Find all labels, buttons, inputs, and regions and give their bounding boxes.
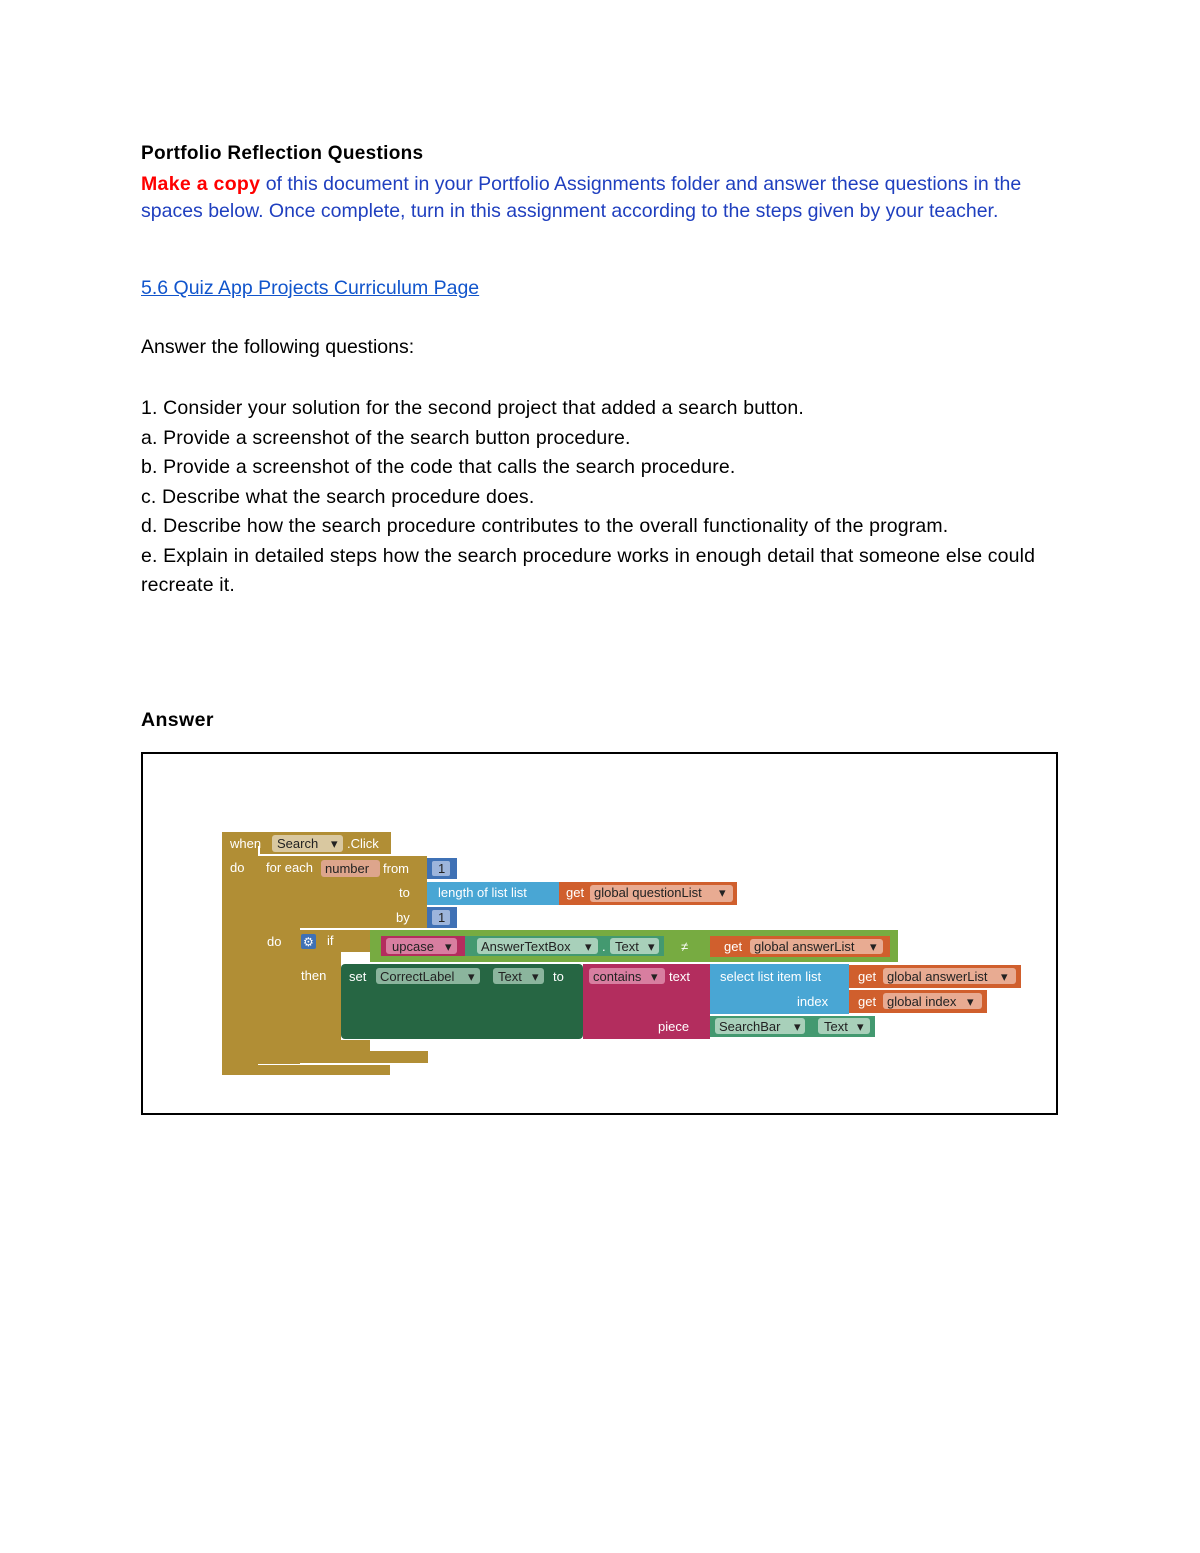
when-label: when (230, 836, 262, 851)
get-label: get (858, 994, 877, 1009)
text-property-dropdown[interactable]: Text (498, 969, 522, 984)
by-label: by (396, 910, 410, 925)
length-of-list-block (427, 882, 559, 905)
for-each-label: for each (266, 860, 313, 875)
dropdown-arrow-icon: ▾ (719, 885, 726, 900)
answer-heading: Answer (141, 709, 214, 731)
intro-text: Answer the following questions: (141, 336, 415, 358)
dropdown-arrow-icon: ▾ (331, 836, 338, 851)
contains-text-block (583, 964, 710, 1039)
upcase-block (381, 936, 465, 956)
click-event-label: .Click (347, 836, 379, 851)
document-title: Portfolio Reflection Questions (141, 143, 424, 164)
dropdown-arrow-icon: ▾ (651, 969, 658, 984)
question-1b: b. Provide a screenshot of the code that calls the search procedure. (141, 456, 736, 478)
dropdown-arrow-icon: ▾ (870, 939, 877, 954)
question-1c: c. Describe what the search procedure does. (141, 485, 535, 508)
search-bar-component-dropdown[interactable]: SearchBar (719, 1019, 781, 1034)
question-1: 1. Consider your solution for the second project that added a search button. (141, 397, 804, 419)
curriculum-page-link[interactable]: 5.6 Quiz App Projects Curriculum Page (141, 277, 480, 299)
question-list-variable-dropdown[interactable]: global questionList (594, 885, 702, 900)
set-correct-label-text-block (341, 964, 583, 1039)
from-number-block (427, 858, 457, 879)
get-label: get (724, 939, 743, 954)
correct-label-component-dropdown[interactable]: CorrectLabel (380, 969, 455, 984)
dropdown-arrow-icon: ▾ (468, 969, 475, 984)
search-component-dropdown[interactable]: Search (277, 836, 319, 851)
from-label: from (383, 861, 409, 876)
to-label: to (553, 969, 564, 984)
answer-textbox-text-getter-block (465, 936, 664, 956)
text-property-dropdown[interactable]: Text (615, 939, 639, 954)
contains-dropdown[interactable]: contains (593, 969, 642, 984)
get-answer-list-2-block (849, 965, 1021, 988)
dropdown-arrow-icon: ▾ (794, 1019, 801, 1034)
upcase-dropdown[interactable]: upcase (392, 939, 434, 954)
question-1a: a. Provide a screenshot of the search button procedure. (141, 426, 631, 449)
dropdown-arrow-icon: ▾ (532, 969, 539, 984)
do-label: do (230, 860, 245, 875)
get-question-list-block (559, 882, 737, 905)
if-label: if (327, 933, 334, 948)
dot-separator: . (602, 939, 606, 954)
length-of-list-label: length of list list (438, 885, 527, 900)
text-property-dropdown[interactable]: Text (824, 1019, 848, 1034)
to-label: to (399, 885, 410, 900)
index-label: index (797, 994, 829, 1009)
not-equal-operator[interactable]: ≠ (681, 939, 689, 954)
get-answer-list-block (710, 936, 890, 957)
get-label: get (858, 969, 877, 984)
piece-label: piece (658, 1019, 690, 1034)
dropdown-arrow-icon: ▾ (648, 939, 655, 954)
set-label: set (349, 969, 367, 984)
dropdown-arrow-icon: ▾ (967, 994, 974, 1009)
answer-list-variable-dropdown[interactable]: global answerList (887, 969, 988, 984)
answer-textbox-component-dropdown[interactable]: AnswerTextBox (481, 939, 571, 954)
answer-list-variable-dropdown[interactable]: global answerList (754, 939, 855, 954)
dropdown-arrow-icon: ▾ (1001, 969, 1008, 984)
select-list-item-block (710, 964, 849, 1014)
answer-box (141, 752, 1058, 1115)
dropdown-arrow-icon: ▾ (857, 1019, 864, 1034)
by-number-block (427, 907, 457, 928)
instructions-text: of this document in your Portfolio Assignments folder and answer these questions in the spaces below. Once complete, turn in this assignment according to the steps given by your teacher. (141, 173, 1022, 222)
loop-variable-field[interactable]: number (325, 861, 370, 876)
get-label: get (566, 885, 585, 900)
question-1e: e. Explain in detailed steps how the search procedure works in enough detail that someone else could recreate it. (141, 544, 1036, 596)
get-index-block (849, 990, 987, 1013)
code-blocks-screenshot (143, 754, 1056, 1113)
dropdown-arrow-icon: ▾ (445, 939, 452, 954)
make-a-copy-emphasis: Make a copy (141, 173, 261, 195)
by-value[interactable]: 1 (438, 910, 446, 925)
loop-do-label: do (267, 934, 282, 949)
select-list-item-label: select list item list (720, 969, 822, 984)
questions-list (141, 394, 1071, 601)
text-label: text (669, 969, 690, 984)
search-bar-text-getter-block (710, 1016, 875, 1037)
then-label: then (301, 968, 327, 983)
gear-icon[interactable]: ⚙ (303, 935, 314, 949)
from-value[interactable]: 1 (438, 861, 446, 876)
dropdown-arrow-icon: ▾ (585, 939, 592, 954)
index-variable-dropdown[interactable]: global index (887, 994, 957, 1009)
question-1d: d. Describe how the search procedure contributes to the overall functionality of the program. (141, 515, 949, 537)
instructions-paragraph (141, 171, 1071, 224)
